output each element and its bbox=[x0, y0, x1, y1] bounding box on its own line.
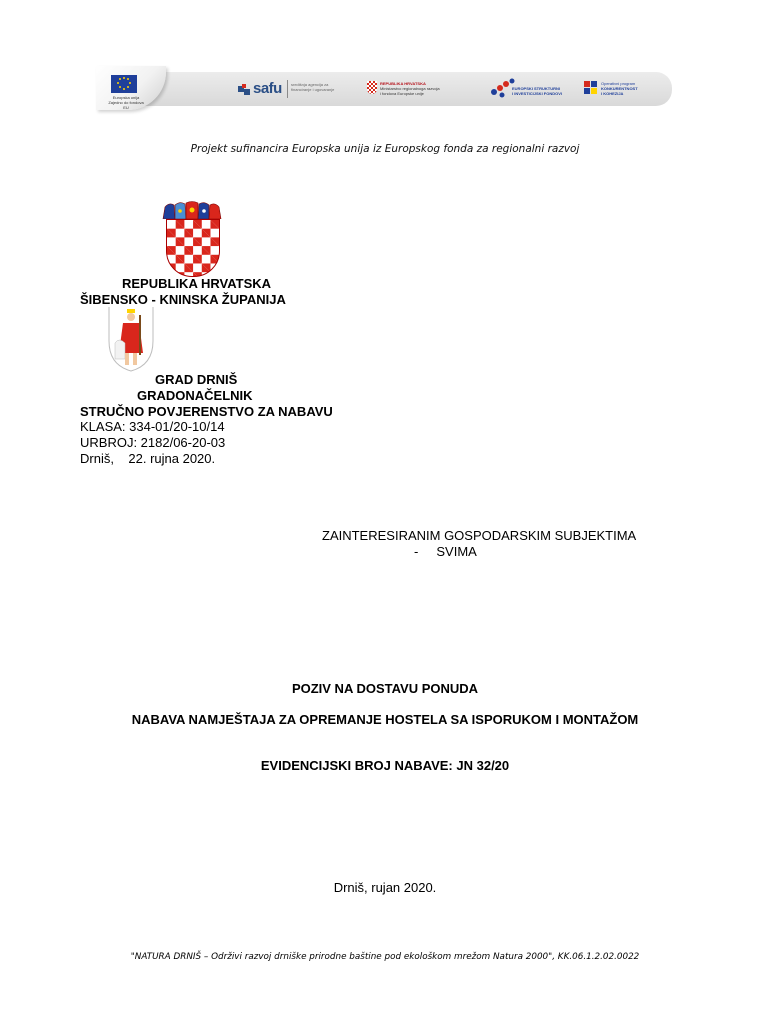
structural-funds-label: EUROPSKI STRUKTURNI I INVESTICIJSKI FONDOVI bbox=[512, 86, 563, 96]
footer-project-note: "NATURA DRNIŠ – Održivi razvoj drniške prirodne baštine pod ekološkom mrežom Natura 2000", KK.06.1.2.02.0022 bbox=[130, 952, 640, 962]
recipient-all: - SVIMA bbox=[414, 544, 477, 559]
header-republic: REPUBLIKA HRVATSKA bbox=[122, 276, 272, 291]
header-county: ŠIBENSKO - KNINSKA ŽUPANIJA bbox=[80, 292, 286, 307]
urbroj-reference: URBROJ: 2182/06-20-03 bbox=[80, 435, 226, 450]
ministry-label: REPUBLIKA HRVATSKA Ministarstvo regionalnoga razvoja i fondova Europske unije bbox=[380, 81, 440, 96]
document-date: Drniš, 22. rujna 2020. bbox=[80, 451, 216, 466]
safu-wordmark: safu bbox=[253, 80, 282, 97]
header-city: GRAD DRNIŠ bbox=[155, 372, 238, 387]
header-mayor: GRADONAČELNIK bbox=[137, 388, 253, 403]
operational-programme-logo-icon bbox=[584, 81, 598, 95]
place-and-date: Drniš, rujan 2020. bbox=[333, 880, 437, 895]
banner-divider bbox=[287, 80, 288, 98]
document-title: POZIV NA DOSTAVU PONUDA bbox=[291, 681, 479, 696]
procurement-subject: NABAVA NAMJEŠTAJA ZA OPREMANJE HOSTELA SA ISPORUKOM I MONTAŽOM bbox=[131, 712, 639, 727]
croatia-coat-of-arms-shield-icon bbox=[166, 219, 220, 277]
eu-caption: Europska unija Zajedno do fondova EU bbox=[108, 95, 144, 110]
klasa-reference: KLASA: 334-01/20-10/14 bbox=[80, 419, 225, 434]
croatia-crest-small-icon bbox=[367, 81, 377, 94]
procurement-reference-number: EVIDENCIJSKI BROJ NABAVE: JN 32/20 bbox=[260, 758, 510, 773]
recipient-line: ZAINTERESIRANIM GOSPODARSKIM SUBJEKTIMA bbox=[322, 528, 637, 543]
croatia-coat-of-arms-crown-icon bbox=[161, 201, 223, 219]
safu-logo-icon bbox=[238, 84, 251, 95]
operational-programme-label: Operativni program KONKURENTNOST I KOHEZIJA bbox=[601, 81, 638, 96]
project-subtitle: Projekt sufinancira Europska unija iz Europskog fonda za regionalni razvoj bbox=[190, 143, 580, 155]
header-committee: STRUČNO POVJERENSTVO ZA NABAVU bbox=[80, 404, 333, 419]
county-coat-of-arms-icon bbox=[103, 303, 159, 373]
eu-flag-icon bbox=[111, 75, 137, 93]
safu-description: središnja agencija za financiranje i ugovaranje bbox=[291, 82, 335, 92]
